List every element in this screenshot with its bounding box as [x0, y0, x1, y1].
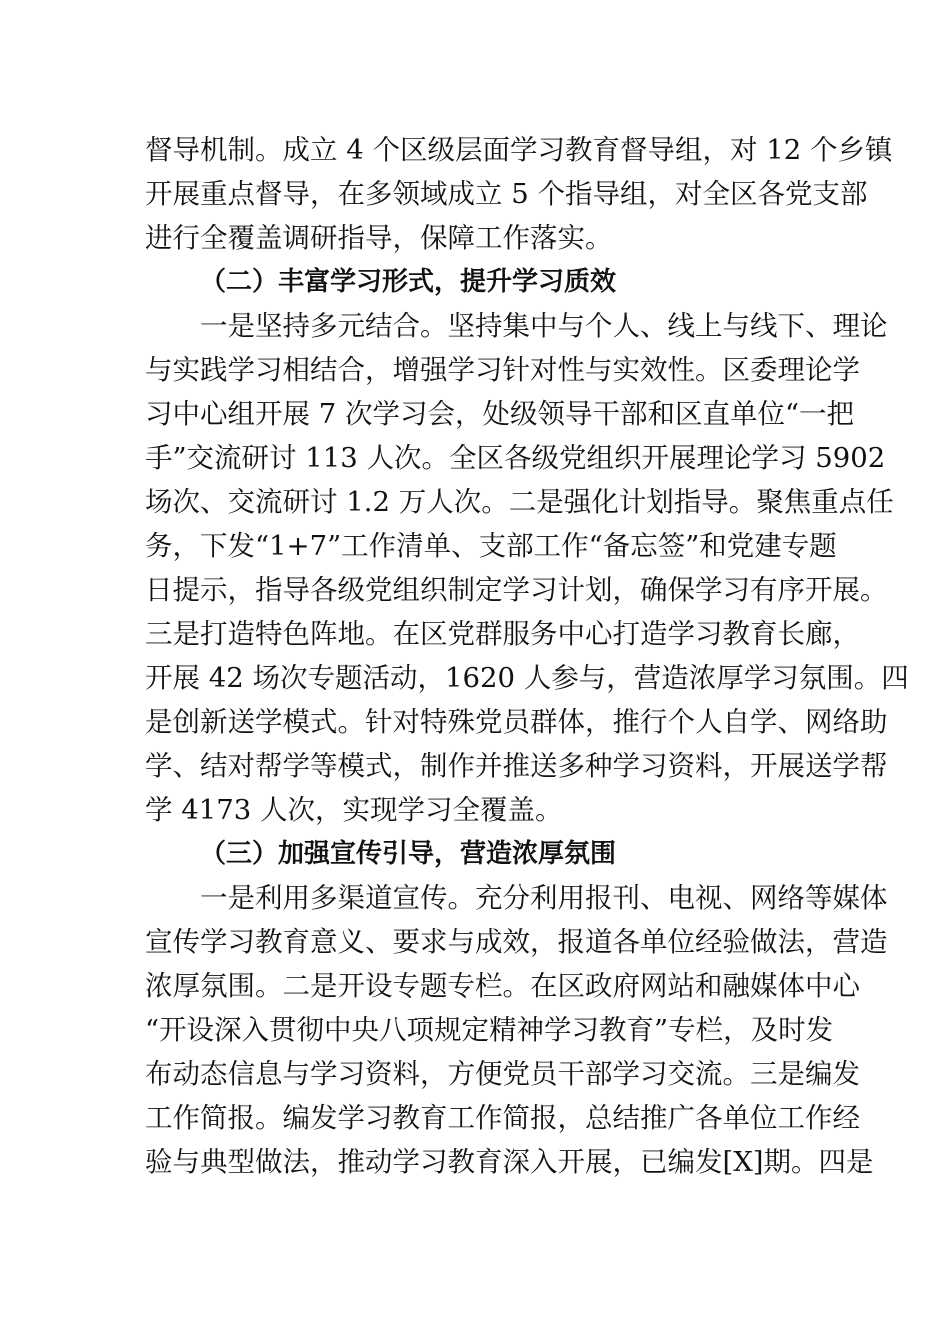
paragraph-line: 工作简报。编发学习教育工作简报，总结推广各单位工作经: [145, 1102, 860, 1134]
paragraph-line: 布动态信息与学习资料，方便党员干部学习交流。三是编发: [145, 1058, 860, 1090]
paragraph-line: 开展重点督导，在多领域成立 5 个指导组，对全区各党支部: [145, 178, 868, 210]
section-heading: （二）丰富学习形式，提升学习质效: [200, 267, 617, 297]
paragraph-line: 与实践学习相结合，增强学习针对性与实效性。区委理论学: [145, 354, 860, 386]
paragraph-line: 学、结对帮学等模式，制作并推送多种学习资料，开展送学帮: [145, 750, 888, 782]
paragraph-line: 习中心组开展 7 次学习会，处级领导干部和区直单位“一把: [145, 398, 855, 430]
paragraph-line: 开展 42 场次专题活动，1620 人参与，营造浓厚学习氛围。四: [145, 662, 909, 694]
paragraph-line: 日提示，指导各级党组织制定学习计划，确保学习有序开展。: [145, 574, 888, 606]
paragraph-line: 务，下发“1+7”工作清单、支部工作“备忘签”和党建专题: [145, 530, 837, 562]
paragraph-line: 进行全覆盖调研指导，保障工作落实。: [145, 222, 613, 254]
paragraph-line: 场次、交流研讨 1.2 万人次。二是强化计划指导。聚焦重点任: [145, 486, 894, 518]
paragraph-line: 浓厚氛围。二是开设专题专栏。在区政府网站和融媒体中心: [145, 970, 860, 1002]
paragraph-line: 一是坚持多元结合。坚持集中与个人、线上与线下、理论: [200, 310, 888, 342]
paragraph-line: 是创新送学模式。针对特殊党员群体，推行个人自学、网络助: [145, 706, 888, 738]
paragraph-line: 三是打造特色阵地。在区党群服务中心打造学习教育长廊，: [145, 618, 860, 650]
paragraph-line: 一是利用多渠道宣传。充分利用报刊、电视、网络等媒体: [200, 882, 888, 914]
paragraph-line: 手”交流研讨 113 人次。全区各级党组织开展理论学习 5902: [145, 442, 886, 474]
paragraph-line: “开设深入贯彻中央八项规定精神学习教育”专栏，及时发: [145, 1014, 834, 1046]
paragraph-line: 宣传学习教育意义、要求与成效，报道各单位经验做法，营造: [145, 926, 888, 958]
paragraph-line: 督导机制。成立 4 个区级层面学习教育督导组，对 12 个乡镇: [145, 134, 893, 166]
section-heading: （三）加强宣传引导，营造浓厚氛围: [200, 839, 617, 869]
paragraph-line: 验与典型做法，推动学习教育深入开展，已编发[X]期。四是: [145, 1146, 874, 1178]
paragraph-line: 学 4173 人次，实现学习全覆盖。: [145, 794, 563, 826]
